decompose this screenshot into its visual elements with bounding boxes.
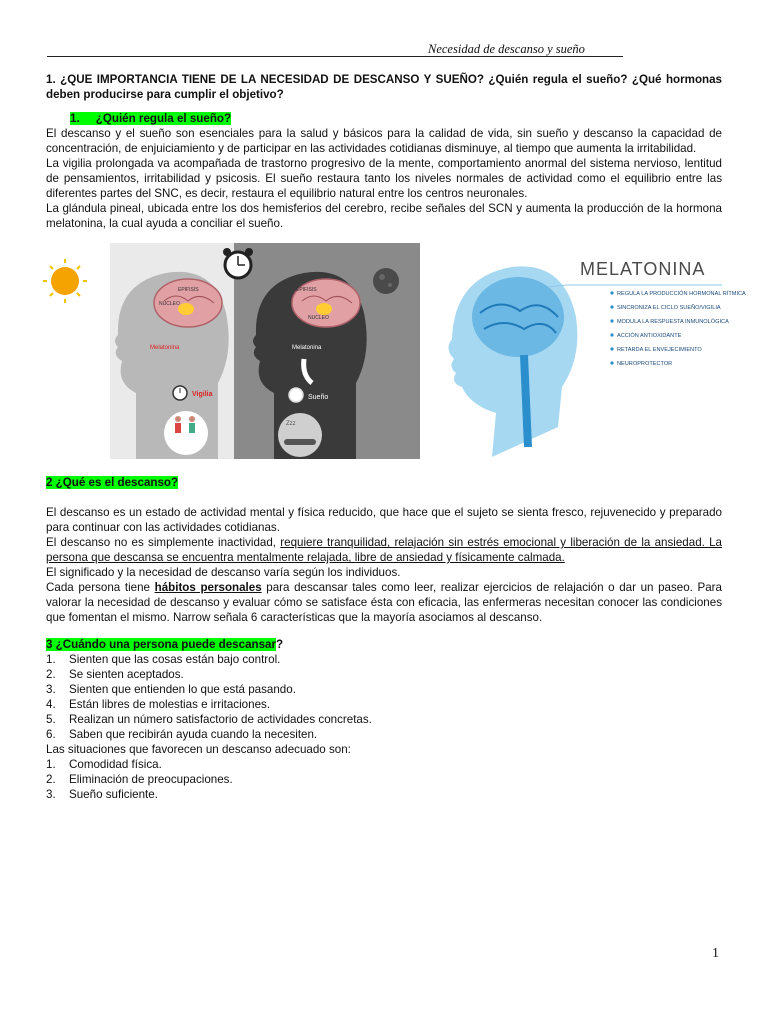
melatonina-item-6: NEUROPROTECTOR (617, 361, 673, 367)
melatonina-item-4: ACCIÓN ANTIOXIDANTE (617, 333, 682, 339)
header-title: Necesidad de descanso y sueño (428, 42, 585, 56)
list-item: 3. Sienten que entienden lo que está pasando. (46, 683, 296, 696)
right-epifisis-label: EPIFISIS (296, 287, 317, 293)
list-item: 1. Comodidad física. (46, 758, 162, 771)
section-2-heading: 2 ¿Qué es el descanso? (46, 476, 179, 489)
question-1: 1. ¿QUE IMPORTANCIA TIENE DE LA NECESIDAD DE DESCANSO Y SUEÑO? ¿Quién regula el sueño? ¿Qué hormonas deben producirse para cumplir el objetivo? (46, 73, 722, 101)
list-item: 5. Realizan un número satisfactorio de actividades concretas. (46, 713, 372, 726)
rest-characteristics-list (46, 652, 722, 742)
section-3-heading: 3 ¿Cuándo una persona puede descansar? (46, 638, 284, 651)
sleep-wake-illustration (46, 243, 422, 459)
section-2-paragraph-4: Cada persona tiene hábitos personales para descansar tales como leer, realizar ejercicios de relajación o dar un paseo. Para valorar la necesidad de descanso y evaluar cómo se satisface ésta con eficacia, las enfermeras necesitan conocer las condiciones que fomentan el mismo. Narrow señala 6 características que la mayoría asociamos al descanso. (46, 581, 722, 624)
document-body (46, 70, 746, 802)
melatonina-item-1: REGULA LA PRODUCCIÓN HORMONAL RÍTMICA (617, 291, 746, 297)
situations-intro: Las situaciones que favorecen un descanso adecuado son: (46, 743, 351, 756)
figures-row (46, 237, 746, 469)
left-vigilia-label: Vigilia (192, 391, 213, 398)
right-sueno-label: Sueño (308, 394, 329, 401)
list-item: 6. Saben que recibirán ayuda cuando la necesiten. (46, 728, 318, 741)
left-melatonina-label: Melatonina (150, 345, 180, 351)
melatonina-item-2: SINCRONIZA EL CICLO SUEÑO/VIGILIA (617, 305, 721, 311)
left-epifisis-label: EPIFISIS (178, 287, 199, 293)
melatonina-illustration (440, 237, 746, 457)
moon-icon (373, 268, 399, 294)
melatonina-title: MELATONINA (580, 259, 706, 279)
section-1-paragraph-1: El descanso y el sueño son esenciales para la salud y básicos para la calidad de vida, sin sueño y descanso la capacidad de concentración, de enjuiciamiento y de participar en las actividades cotidianas disminuye, al tiempo que aumenta la irritabilidad. (46, 127, 722, 155)
melatonina-item-3: MODULA LA RESPUESTA INMUNOLÓGICA (617, 319, 729, 325)
list-item: 2. Eliminación de preocupaciones. (46, 773, 233, 786)
left-nucleo-label: NUCLEO (159, 301, 180, 307)
alarm-clock-icon (223, 248, 253, 278)
right-zzz-label: Zzz (286, 421, 296, 427)
section-1-paragraph-3: La glándula pineal, ubicada entre los dos hemisferios del cerebro, recibe señales del SCN y aumenta la producción de la hormona melatonina, la cual ayuda a conciliar el sueño. (46, 202, 722, 230)
header-rule (47, 56, 623, 57)
situations-list (46, 757, 722, 802)
section-2-paragraph-1: El descanso es un estado de actividad mental y física reducido, que hace que el sujeto se sienta fresco, rejuvenecido y preparado para continuar con las actividades cotidianas. (46, 506, 722, 534)
section-2-paragraph-3: El significado y la necesidad de descanso varía según los individuos. (46, 566, 401, 579)
list-item: 3. Sueño suficiente. (46, 788, 158, 801)
page-number: 1 (712, 946, 719, 961)
section-1-heading: 1. ¿Quién regula el sueño? (70, 112, 232, 125)
right-nucleo-label: NUCLEO (308, 315, 329, 321)
sun-icon (43, 259, 87, 303)
melatonina-item-5: RETARDA EL ENVEJECIMIENTO (617, 347, 702, 353)
list-item: 2. Se sienten aceptados. (46, 668, 184, 681)
right-melatonina-label: Melatonina (292, 345, 322, 351)
section-2-paragraph-2: El descanso no es simplemente inactividad, requiere tranquilidad, relajación sin estrés emocional y liberación de la ansiedad. La persona que descansa se encuentra mentalmente relajada, libre de ansiedad y físicamente calmada. (46, 536, 723, 564)
list-item: 1. Sienten que las cosas están bajo control. (46, 653, 281, 666)
section-1-paragraph-2: La vigilia prolongada va acompañada de trastorno progresivo de la mente, comportamiento anormal del sistema nervioso, lentitud de pensamientos, irritabilidad y psicosis. El sueño restaura tanto los niveles normales de actividad como el equilibrio entre las diferentes partes del SNC, es decir, restaura el equilibrio natural entre los centros neuronales. (46, 157, 722, 200)
list-item: 4. Están libres de molestias e irritaciones. (46, 698, 271, 711)
